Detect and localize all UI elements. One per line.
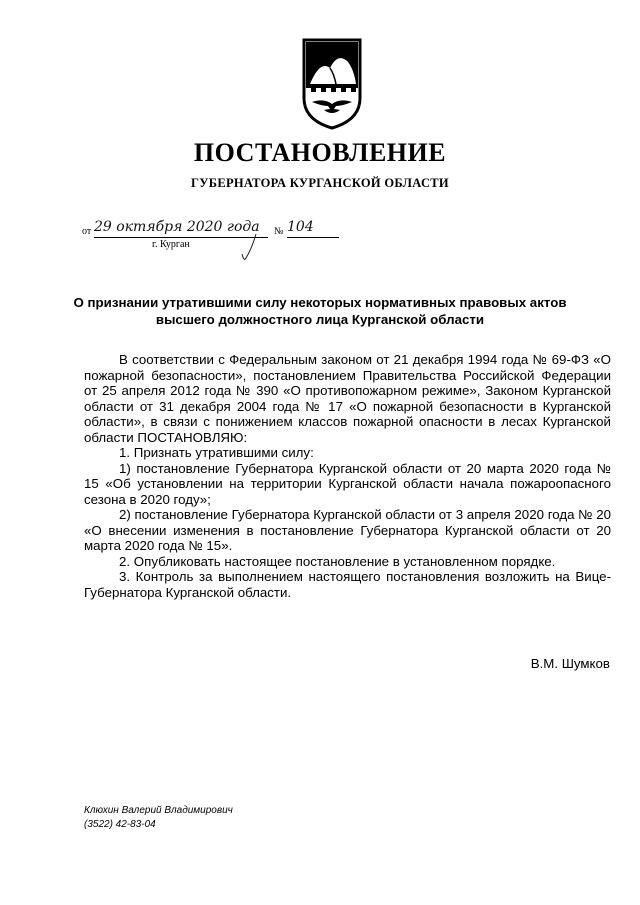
date-from-prefix: от <box>82 226 92 237</box>
item-1-2-paragraph: 2) постановление Губернатора Курганской области от 3 апреля 2020 года № 20 «О внесении изменения в постановление Губернатора Курганской области от 20 марта 2020 года № 15». <box>84 507 611 553</box>
number-prefix: № <box>274 226 284 237</box>
date-handwritten: 29 октября 2020 года <box>94 219 268 238</box>
preamble-paragraph: В соответствии с Федеральным законом от 21 декабря 1994 года № 69-ФЗ «О пожарной безопасности», постановлением Правительства Российской Федерации от 25 апреля 2012 года № 390 «О противопожарном режиме», Законом Курганской области от 31 декабря 2004 года № 17 «О пожарной безопасности в Курганской области», в связи с понижением классов пожарной опасности в лесах Курганской области ПОСТАНОВЛЯЮ: <box>84 352 611 445</box>
document-title: ПОСТАНОВЛЕНИЕ <box>193 138 447 167</box>
heading-line-2: высшего должностного лица Курганской области <box>155 312 485 327</box>
item-3-paragraph: 3. Контроль за выполнением настоящего постановления возложить на Вице-Губернатора Курганской области. <box>84 569 611 600</box>
executor-phone: (3522) 42-83-04 <box>84 819 156 830</box>
number-handwritten: 104 <box>287 219 339 238</box>
place-label: г. Курган <box>152 239 190 250</box>
item-1-1-paragraph: 1) постановление Губернатора Курганской области от 20 марта 2020 года № 15 «Об установлении на территории Курганской области начала пожароопасного сезона в 2020 году»; <box>84 460 611 507</box>
item-1-paragraph: 1. Признать утратившими силу: <box>119 445 314 460</box>
coat-of-arms-icon <box>302 38 362 130</box>
executor-name: Клюхин Валерий Владимирович <box>84 805 233 816</box>
item-2-paragraph: 2. Опубликовать настоящее постановление в установленном порядке. <box>119 553 556 569</box>
signer-name: В.М. Шумков <box>530 656 610 671</box>
document-subtitle: ГУБЕРНАТОРА КУРГАНСКОЙ ОБЛАСТИ <box>191 176 449 190</box>
executor-block <box>84 804 233 832</box>
document-body <box>84 352 611 600</box>
handwriting-stroke-icon <box>226 232 262 262</box>
heading-line-1: О признании утратившими силу некоторых нормативных правовых актов <box>73 295 567 310</box>
document-heading <box>60 294 580 328</box>
